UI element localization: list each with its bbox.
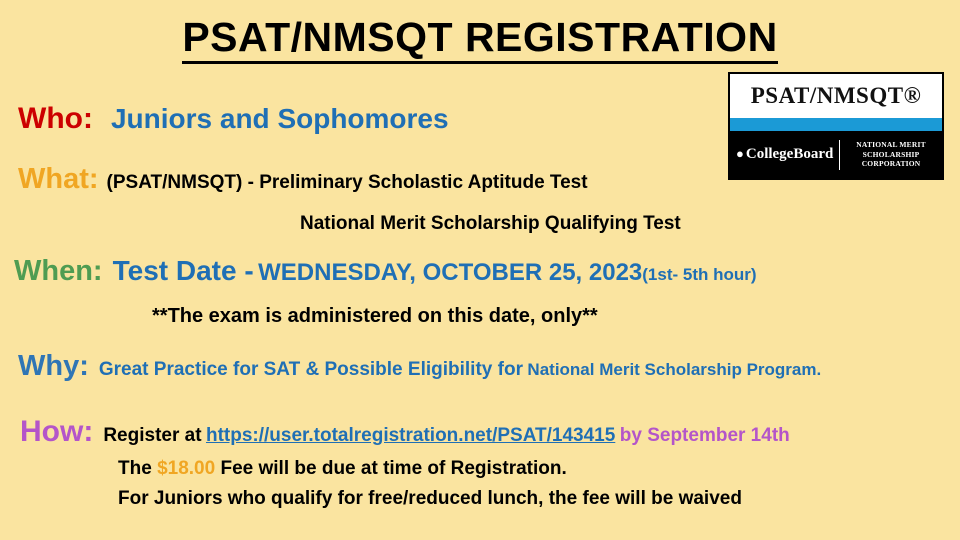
psat-nmsqt-logo [728, 72, 944, 180]
national-merit-line2: SCHOLARSHIP CORPORATION [861, 149, 921, 169]
why-text-small: National Merit Scholarship Program. [527, 360, 822, 379]
fee-suffix: Fee will be due at time of Registration. [220, 458, 567, 479]
when-date: WEDNESDAY, OCTOBER 25, 2023 [258, 259, 643, 286]
registration-link[interactable]: https://user.totalregistration.net/PSAT/143415 [205, 425, 616, 446]
logo-top-band [730, 74, 942, 118]
what-line2: National Merit Scholarship Qualifying Test [300, 213, 681, 234]
logo-divider [839, 140, 840, 170]
how-label: How: [20, 415, 94, 448]
why-label: Why: [18, 350, 89, 382]
how-row [20, 415, 790, 449]
collegeboard-wordmark [736, 146, 833, 163]
page-title [0, 14, 960, 61]
why-row [18, 350, 821, 383]
what-row [18, 163, 588, 196]
when-label: When: [14, 255, 103, 287]
why-text-main: Great Practice for SAT & Possible Eligibility for [98, 359, 523, 380]
what-label: What: [18, 163, 99, 195]
who-value: Juniors and Sophomores [110, 103, 449, 134]
when-hours: (1st- 5th hour) [642, 265, 757, 284]
fee-waiver-line: For Juniors who qualify for free/reduced lunch, the fee will be waived [118, 488, 742, 509]
fee-prefix: The [118, 458, 152, 479]
how-deadline: by September 14th [619, 425, 790, 446]
collegeboard-text: CollegeBoard [745, 146, 834, 162]
who-row [18, 102, 449, 136]
logo-bottom-band [730, 131, 942, 178]
national-merit-line1: NATIONAL MERIT [856, 140, 926, 150]
acorn-icon: ● [736, 146, 744, 161]
page-title-text: PSAT/NMSQT REGISTRATION [182, 14, 777, 64]
when-row [14, 255, 757, 288]
when-prefix: Test Date - [112, 255, 254, 286]
when-note: **The exam is administered on this date, only** [152, 305, 598, 327]
logo-blue-bar [730, 118, 942, 131]
fee-line [118, 458, 567, 480]
what-line1: (PSAT/NMSQT) - Preliminary Scholastic Aptitude Test [106, 172, 588, 193]
logo-psat-nmsqt-text: PSAT/NMSQT® [750, 83, 922, 108]
who-label: Who: [18, 102, 93, 135]
national-merit-wordmark [846, 140, 936, 168]
fee-amount: $18.00 [157, 458, 216, 479]
how-register-text: Register at [103, 425, 202, 446]
